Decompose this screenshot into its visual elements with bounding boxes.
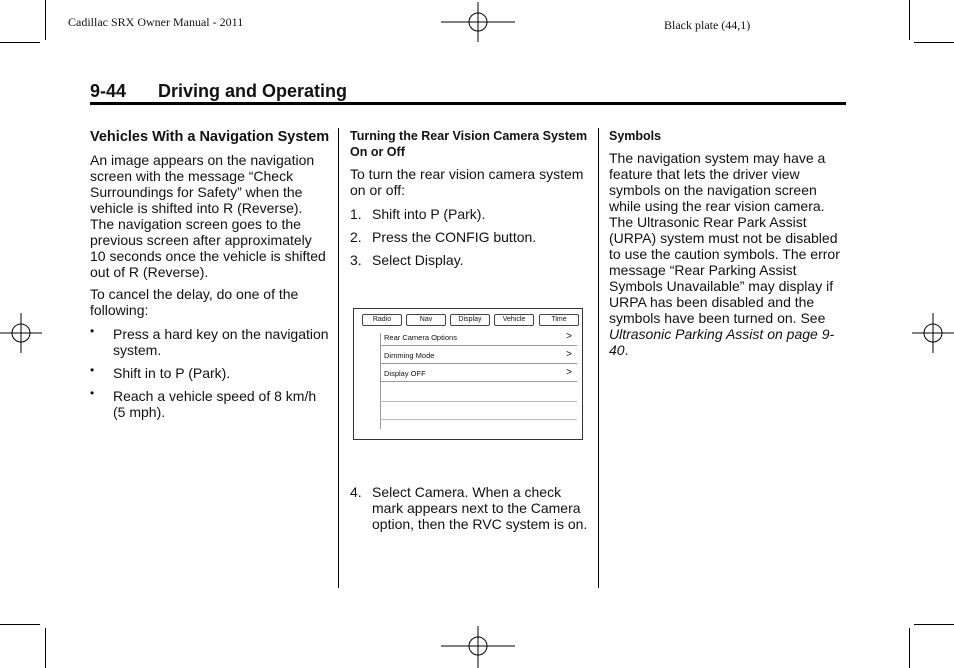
menu-item-label: Display OFF — [384, 369, 426, 378]
menu-row-empty — [380, 401, 577, 402]
crop-mark — [909, 628, 910, 668]
paragraph: To turn the rear vision camera system on or off: — [350, 166, 584, 198]
step-text: Shift into P (Park). — [372, 206, 486, 222]
list-item — [350, 252, 588, 268]
registration-mark-icon — [441, 626, 515, 668]
menu-item-dimming-mode — [380, 349, 577, 364]
column-2-continued — [350, 484, 588, 539]
bullet-icon: • — [90, 324, 95, 338]
list-item-text: Reach a vehicle speed of 8 km/h (5 mph). — [113, 388, 317, 420]
step-text: Press the CONFIG button. — [372, 229, 537, 245]
paragraph — [609, 150, 849, 358]
crop-mark — [914, 624, 954, 625]
config-screen-illustration — [353, 308, 583, 440]
tab-radio: Radio — [362, 314, 402, 326]
registration-mark-icon — [912, 313, 954, 353]
list-item — [350, 484, 588, 532]
column-1 — [90, 128, 330, 427]
step-text: Select Camera. When a check mark appears next to the Camera option, then the RVC system is on. — [372, 484, 588, 532]
crop-mark — [45, 0, 46, 40]
manual-title: Cadillac SRX Owner Manual - 2011 — [68, 15, 244, 29]
paragraph-end: . — [624, 342, 629, 358]
list-item — [350, 229, 588, 245]
crop-mark — [914, 42, 954, 43]
list-item — [90, 388, 330, 420]
tab-time: Time — [539, 314, 579, 326]
chevron-right-icon: > — [566, 367, 572, 378]
list-item-text: Press a hard key on the navigation system. — [113, 326, 329, 358]
section-title: Driving and Operating — [158, 81, 348, 101]
step-number: 4. — [350, 484, 362, 500]
crop-mark — [0, 42, 40, 43]
tab-display: Display — [450, 314, 490, 326]
section-heading: Vehicles With a Navigation System — [90, 129, 330, 145]
list-item — [90, 365, 330, 381]
list-item — [90, 326, 330, 358]
crop-mark — [909, 0, 910, 40]
chevron-right-icon: > — [566, 349, 572, 360]
paragraph: An image appears on the navigation screen with the message “Check Surroundings for Safety” when the vehicle is shifted into R (Reverse). The navigation screen goes to the previous screen after approximately 10 seconds once the vehicle is shifted out of R (Reverse). — [90, 152, 326, 280]
list-item — [350, 206, 588, 222]
page-title — [90, 81, 846, 103]
menu-item-label: Dimming Mode — [384, 351, 435, 360]
menu-item-display-off — [380, 367, 577, 382]
menu-row-empty — [380, 419, 577, 420]
column-divider — [598, 128, 599, 588]
list-item-text: Shift in to P (Park). — [113, 365, 231, 381]
bullet-icon: • — [90, 386, 95, 400]
paragraph: To cancel the delay, do one of the following: — [90, 286, 299, 318]
screen-tabs — [358, 314, 578, 326]
plate-label: Black plate (44,1) — [664, 18, 751, 32]
step-number: 2. — [350, 229, 362, 245]
step-number: 3. — [350, 252, 362, 268]
page-number: 9-44 — [90, 81, 127, 101]
tab-vehicle: Vehicle — [494, 314, 534, 326]
chevron-right-icon: > — [566, 331, 572, 342]
step-text: Select Display. — [372, 252, 464, 268]
column-2 — [350, 128, 588, 275]
column-3 — [609, 128, 849, 364]
cross-reference-link[interactable]: Ultrasonic Parking Assist on page 9-40 — [609, 326, 835, 358]
tab-nav: Nav — [406, 314, 446, 326]
step-number: 1. — [350, 206, 362, 222]
column-divider — [338, 128, 339, 588]
registration-mark-icon — [0, 313, 42, 353]
section-heading: Turning the Rear Vision Camera System On or Off — [350, 129, 588, 159]
bullet-icon: • — [90, 363, 95, 377]
menu-item-rear-camera-options — [380, 331, 577, 346]
title-rule — [90, 102, 846, 105]
menu-item-label: Rear Camera Options — [384, 333, 457, 342]
crop-mark — [45, 628, 46, 668]
crop-mark — [0, 624, 40, 625]
registration-mark-icon — [441, 2, 515, 42]
section-heading: Symbols — [609, 129, 662, 143]
paragraph-text: The navigation system may have a feature that lets the driver view symbols on the navigation screen while using the rear vision camera. The Ultrasonic Rear Park Assist (URPA) system must not be disabled to use the caution symbols. The error message “Rear Parking Assist Symbols Unavailable” may display if URPA has been disabled and the symbols have been turned on. See — [609, 150, 840, 326]
